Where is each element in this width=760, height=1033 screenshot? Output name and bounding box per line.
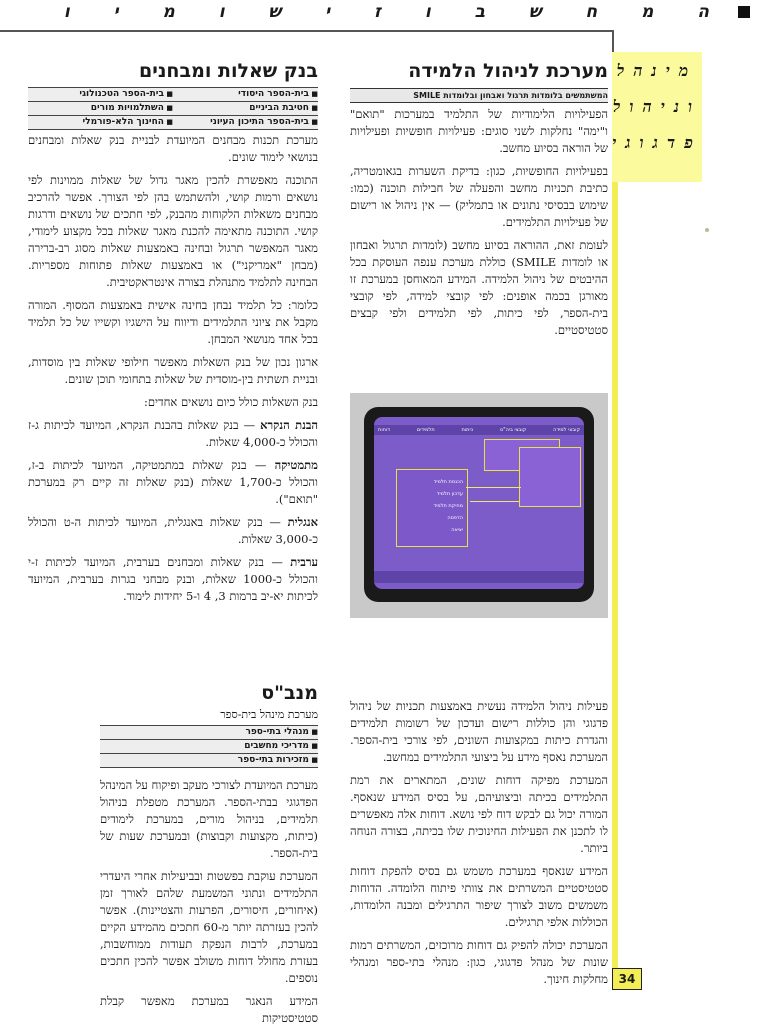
screen-menu-item: קובצי ביה"ס bbox=[500, 427, 527, 433]
screen-window bbox=[519, 447, 581, 507]
question-bank-title: בנק שאלות ומבחנים bbox=[139, 60, 318, 82]
grid-cell: ■ בית-הספר התיכון העיוני bbox=[173, 116, 318, 129]
paragraph: ארגון נכון של בנק השאלות מאפשר חילופי שאלות בין מוסדות, ובניית תשתית בין-מוסדית של שאלות בתחומי תוכן שונים. bbox=[28, 355, 318, 386]
paragraph: המערכת עוקבת בפשטות ובביעילות אחרי היעדרי התלמידים ונתוני המשמעת שלהם לאורך זמן (איחורים, חיסורים, הפרעות והצטיינות). אפשר להכין בעזרתה יותר מ-60 חתכים מהמידע הקיים במערכת, לרבות הנפקת תעודות ממוחשבות, בעזרת מחולל דוחות משולב אפשר להכין חתכים נוספים. bbox=[100, 869, 318, 985]
list-item bbox=[100, 754, 318, 768]
list-item-label: ■ מדריכי מחשבים bbox=[100, 740, 318, 753]
grid-row bbox=[28, 116, 318, 130]
screen-menu-item: כיתות bbox=[461, 427, 474, 433]
subject-item bbox=[28, 417, 318, 451]
paragraph: מערכת תכנות מבחנים המיועדת לבניית בנק שאלות ומבחנים בנושאי לימוד שונים. bbox=[28, 133, 318, 164]
monitor-bezel bbox=[364, 407, 594, 602]
subject-item bbox=[28, 514, 318, 548]
section-sidebox bbox=[612, 52, 702, 182]
learning-management-body-2 bbox=[350, 698, 608, 994]
paragraph: בנק השאלות כולל כיום נושאים אחדים: bbox=[143, 395, 318, 409]
screen-window-items bbox=[397, 470, 467, 536]
list-item bbox=[100, 726, 318, 740]
subject-item bbox=[28, 457, 318, 508]
manbas-body bbox=[100, 777, 318, 1033]
grid-cell: ■ בית-הספר הטכנולוגי bbox=[28, 88, 173, 101]
audience-grid bbox=[28, 87, 318, 130]
screen-window-item: הכנסת תלמיד bbox=[433, 479, 463, 485]
screen-menu-item: דוחות bbox=[378, 427, 391, 433]
subject-label: מתמטיקה bbox=[274, 458, 318, 472]
screen-window-list bbox=[396, 469, 468, 547]
paragraph: המערכת יכולה להפיק גם דוחות מרוכזים, המשרתים רמות שונות של מנהל פדגוגי, כגון: מנהלי בתי-ספר ומנהלי מחלקות חינוך. bbox=[350, 938, 608, 986]
grid-row bbox=[28, 88, 318, 102]
screen-connector bbox=[470, 501, 519, 502]
monitor-screen bbox=[374, 417, 584, 589]
learning-management-body bbox=[350, 106, 608, 345]
paragraph: הפעילויות הלימודיות של התלמיד במערכות "תואם" ו"ימה" נחלקות לשני סוגים: פעילויות חופשיות ופעילויות של הוראה בסיוע מחשב. bbox=[350, 107, 608, 155]
margin-dot bbox=[705, 228, 709, 232]
screen-menu-item: קובצי למידה bbox=[553, 427, 580, 433]
learning-management-title: מערכת לניהול הלמידה bbox=[408, 60, 608, 82]
manbas-title: מנב"ס bbox=[261, 682, 318, 704]
subject-item bbox=[28, 554, 318, 605]
screen-window-item: מחיקת תלמיד bbox=[433, 503, 463, 509]
subject-label: הבנת הנקרא bbox=[260, 418, 318, 432]
list-item bbox=[100, 740, 318, 754]
paragraph: התוכנה מאפשרת להכין מאגר גדול של שאלות ממוינות לפי נושאים ורמות קושי, ולהשתמש בהן לפי הצורך. אפשר להרכיב מבחנים משאלות הלקוחות מהבנק, לפי חתכים של נושאים ודרגות קושי. התוכנה מתאימה להכנת מאגר שאלות בכל מקצוע לימודי, מאגר המאפשר תרגול ובחינה באמצעות שאלות מסוג רב-ברירה (מבחן "אמריקני") או באמצעות שאלות פתוחות מספריות. הבחינה לתלמיד מתנהלת בצורה אינטראקטיבית. bbox=[28, 173, 318, 289]
paragraph: המידע שנאסף במערכת משמש גם בסיס להפקת דוחות סטטיסטיים המשרתים את צוותי פיתוח הלומדה. הדוחות משמשים משוב לצורך שיפור התרגילים ומבנה הלומדות, הכוללות אלפי תרגילים. bbox=[350, 864, 608, 929]
screen-window-item: עדכון תלמיד bbox=[436, 491, 463, 497]
grid-cell: ■ בית-הספר היסודי bbox=[173, 88, 318, 101]
header-square-icon bbox=[738, 6, 750, 18]
grid-cell: ■ חטיבת הביניים bbox=[173, 102, 318, 115]
paragraph: לעומת זאת, ההוראה בסיוע מחשב (לומדות תרגול ואבחון או לומדות SMILE) כוללת מערכת ענפה העוסקת בכל ההיבטים של ניהול הלמידה. המידע המאוחסן במערכת זו מאורגן בכמה אופנים: לפי קובצי למידה, לפי קובצי בית-הספר, לפי כיתות, לפי תלמידים ולפי קבצים סטטיסטיים. bbox=[350, 238, 609, 337]
screen-menu-labels bbox=[378, 425, 580, 435]
running-header bbox=[63, 2, 750, 28]
subject-text: — בנק שאלות במתמטיקה, המיועד לכיתות ב-ז, והכולל כ-1,700 שאלות (בנק שאלות זה קיים רק במערכת "תואם"). bbox=[28, 458, 318, 506]
manbas-audience-list bbox=[100, 725, 318, 768]
learning-management-subtitle: המשתמשים בלומדות תרגול ואבחון ובלומדות SMILE bbox=[350, 88, 608, 103]
subject-text: — בנק שאלות ומבחנים בערבית, המיועד לכיתות ז-י והכולל כ-1000 שאלות, ובנק מבחני בגרות בערבית, המיועד לכיתות יא-יב ברמות 3, 4 ו-5 יחידות לימוד. bbox=[28, 555, 318, 603]
subject-label: אנגלית bbox=[287, 515, 318, 529]
sidebox-line-1: מינהל bbox=[616, 61, 698, 80]
paragraph: המידע הנאגר במערכת מאפשר קבלת סטטיסטיקות bbox=[100, 994, 318, 1025]
screen-connector bbox=[466, 487, 521, 488]
sidebox-line-2: וניהול bbox=[612, 97, 702, 116]
list-item-label: ■ מזכירות בתי-ספר bbox=[100, 754, 318, 767]
page-number: 34 bbox=[612, 968, 642, 990]
running-header-text: ה מ ח ש ב ו ז י ש ו מ י ו bbox=[63, 2, 728, 22]
screen-window-item: הדפסה bbox=[447, 515, 463, 521]
screen-status-bar bbox=[374, 571, 584, 583]
paragraph: בפעילויות החופשיות, כגון: בדיקת השערות בגאומטריה, כתיבת תכניות מחשב והפעלה של חבילות תוכנה (כמו: שימוש בבסיסי נתונים או בתמליק) — אין ניהול או רישום של פעילויות התלמידים. bbox=[350, 164, 608, 229]
manbas-subtitle: מערכת מינהל בית-ספר bbox=[220, 708, 318, 721]
paragraph: פעילות ניהול הלמידה נעשית באמצעות תכניות של ניהול פדגוגי והן כוללות רישום ועדכון של רשומות תלמידים והגדרת כיתות במקצועות השונים, לפי צורכי בית-הספר. המערכת נאסף מידע על ביצועי התלמידים במחשב. bbox=[350, 699, 608, 764]
computer-screen-photo bbox=[350, 393, 608, 618]
list-item-label: ■ מנהלי בתי-ספר bbox=[100, 726, 318, 739]
grid-cell: ■ החינוך הלא-פורמלי bbox=[28, 116, 173, 129]
screen-menu-item: תלמידים bbox=[416, 427, 435, 433]
paragraph: המערכת מפיקה דוחות שונים, המתארים את רמת התלמידים בכיתה וביצועיהם, על בסיס המידע שנאסף. המורה יכול גם לבקש דוח לפי נושא. דוחות אלה מאפשרים לו לתכנן את הפעילות החינוכית שלו בכיתה, בצורה הנוחה ביותר. bbox=[350, 773, 608, 855]
paragraph: מערכת המיועדת לצורכי מעקב ופיקוח על המינהל הפדגוגי בבתי-הספר. המערכת מטפלת בניהול תלמידים, בניהול מורים, במערכת לימודים (כיתות, מקצועות וקבוצות) ובמערכת שעות של בית-הספר. bbox=[100, 778, 318, 860]
subject-text: — בנק שאלות בהבנת הנקרא, המיועד לכיתות ג-ז והכולל כ-4,000 שאלות. bbox=[28, 418, 318, 449]
subject-label: ערבית bbox=[290, 555, 318, 569]
screen-window-item: יציאה bbox=[451, 527, 463, 533]
question-bank-body bbox=[28, 132, 318, 611]
grid-cell: ■ השתלמויות מורים bbox=[28, 102, 173, 115]
side-color-bar bbox=[612, 182, 618, 977]
sidebox-line-3: פדגוגי bbox=[612, 133, 702, 152]
paragraph: כלומר: כל תלמיד נבחן בחינה אישית באמצעות המסוף. המורה מקבל את ציוני התלמידים ודיווח על הישגיו וקשייו של כל תלמיד בכל אחד מנושאי המבחן. bbox=[28, 298, 318, 346]
grid-row bbox=[28, 102, 318, 116]
subject-text: — בנק שאלות באנגלית, המיועד לכיתות ה-ט והכולל כ-3,000 שאלות. bbox=[28, 515, 318, 546]
